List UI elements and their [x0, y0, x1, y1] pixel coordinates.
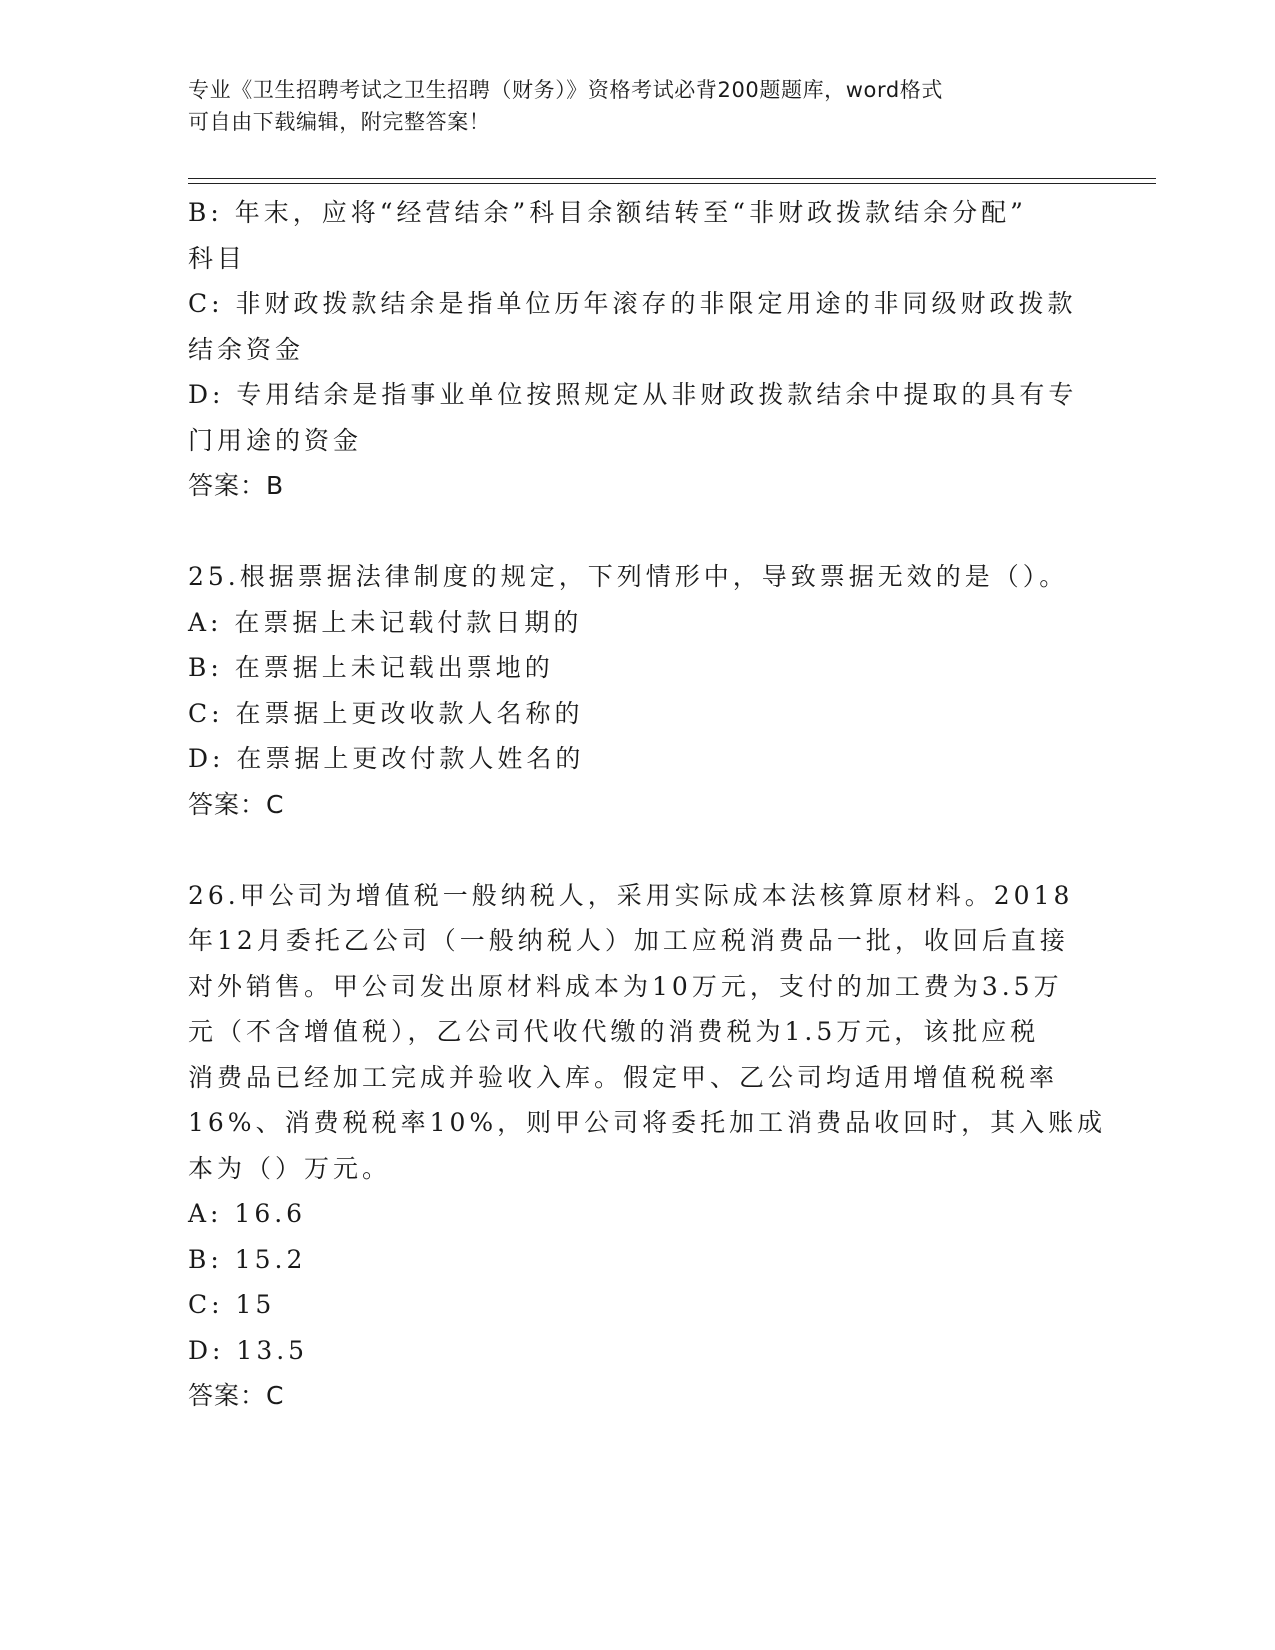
answer-label: 答案：C	[188, 789, 285, 819]
question-stem-line-1: 26.甲公司为增值税一般纳税人，采用实际成本法核算原材料。2018	[188, 880, 1074, 910]
answer-label: 答案：C	[188, 1381, 285, 1410]
question-25	[188, 554, 1088, 827]
question-stem-line-6: 16%、消费税税率10%，则甲公司将委托加工消费品收回时，其入账成	[188, 1108, 1107, 1137]
spacer	[188, 827, 1088, 873]
option-c: C: 在票据上更改收款人名称的	[188, 698, 584, 728]
question-26	[188, 873, 1107, 1419]
document-header	[188, 74, 1088, 138]
question-stem: 25.根据票据法律制度的规定，下列情形中，导致票据无效的是（）。	[188, 562, 1069, 591]
answer-label: 答案：B	[188, 471, 285, 500]
option-b: B: 15.2	[188, 1244, 307, 1274]
option-c-line-2: 结余资金	[188, 334, 305, 364]
option-a: A: 16.6	[188, 1199, 307, 1228]
question-stem-line-4: 元（不含增值税），乙公司代收代缴的消费税为1.5万元，该批应税	[188, 1017, 1040, 1046]
document-body	[188, 190, 1107, 1419]
header-title-line-1: 专业《卫生招聘考试之卫生招聘（财务）》资格考试必背200题题库，word格式	[188, 78, 943, 102]
question-stem-line-7: 本为（）万元。	[188, 1153, 392, 1183]
option-b-line-2: 科目	[188, 243, 247, 273]
question-stem-line-2: 年12月委托乙公司（一般纳税人）加工应税消费品一批，收回后直接	[188, 926, 1069, 955]
option-d: D: 13.5	[188, 1335, 309, 1365]
option-d-line-1: D: 专用结余是指事业单位按照规定从非财政拨款结余中提取的具有专	[188, 380, 1078, 409]
option-c-line-1: C: 非财政拨款结余是指单位历年滚存的非限定用途的非同级财政拨款	[188, 289, 1077, 318]
question-stem-line-5: 消费品已经加工完成并验收入库。假定甲、乙公司均适用增值税税率	[188, 1062, 1059, 1092]
header-title-line-2: 可自由下载编辑，附完整答案！	[188, 110, 491, 134]
header-divider-bottom	[188, 183, 1156, 184]
question-24-continued	[188, 190, 1088, 509]
option-c: C: 15	[188, 1290, 276, 1319]
spacer	[188, 509, 1088, 555]
question-stem-line-3: 对外销售。甲公司发出原材料成本为10万元，支付的加工费为3.5万	[188, 971, 1063, 1001]
option-b: B: 在票据上未记载出票地的	[188, 653, 554, 682]
header-divider-top	[188, 178, 1156, 179]
option-a: A: 在票据上未记载付款日期的	[188, 607, 583, 637]
option-d: D: 在票据上更改付款人姓名的	[188, 744, 585, 773]
option-b-line-1: B: 年末，应将“经营结余”科目余额结转至“非财政拨款结余分配”	[188, 198, 1027, 227]
option-d-line-2: 门用途的资金	[188, 425, 363, 455]
